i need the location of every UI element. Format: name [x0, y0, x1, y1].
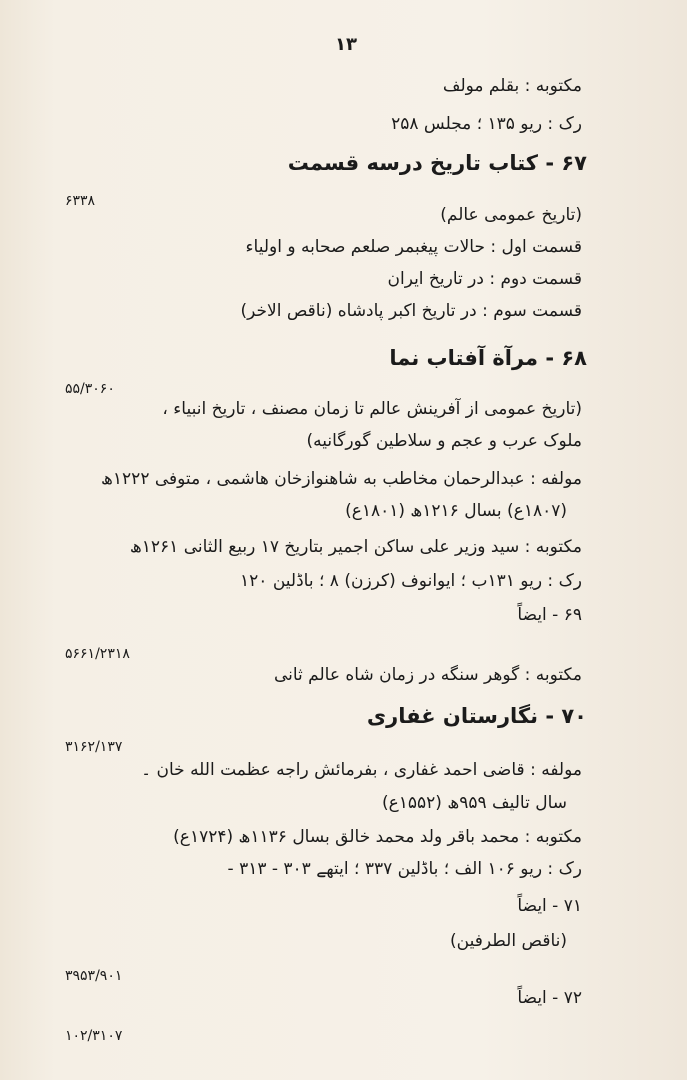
- entry-72-title: ۷۲ - ایضاً: [517, 988, 582, 1008]
- entry-67-title: ۶۷ - کتاب تاریخ درسه قسمت: [287, 151, 587, 175]
- entry-70-number: ۳۱۶۲/۱۳۷: [65, 739, 123, 755]
- entry-71-title: ۷۱ - ایضاً: [517, 896, 582, 916]
- entry-71-number: ۳۹۵۳/۹۰۱: [65, 968, 123, 984]
- entry-67-number: ۶۳۳۸: [65, 193, 96, 209]
- entry-68-number: ۵۵/۳۰۶۰: [65, 381, 115, 397]
- entry-72-number: ۱۰۲/۳۱۰۷: [65, 1028, 123, 1044]
- entry-71-line: (ناقص الطرفین): [450, 931, 567, 951]
- manuscript-line: مکتوبه : بقلم مولف: [442, 76, 582, 96]
- entry-70-line: مکتوبه : محمد باقر ولد محمد خالق بسال ۱۱۳۶ھ (۱۷۲۴ع): [173, 827, 582, 847]
- entry-67-line: قسمت اول : حالات پیغبمر صلعم صحابه و اولیاء: [245, 237, 582, 257]
- reference-line: رک : ریو ۱۳۵ ؛ مجلس ۲۵۸: [391, 114, 582, 134]
- entry-70-line: سال تالیف ۹۵۹ھ (۱۵۵۲ع): [381, 793, 567, 813]
- entry-69-number: ۵۶۶۱/۲۳۱۸: [65, 646, 130, 662]
- entry-67-line: قسمت دوم : در تاریخ ایران: [387, 269, 582, 289]
- entry-70-line: مولفه : قاضی احمد غفاری ، بفرمائش راجه عظمت الله خان ۔: [141, 760, 582, 780]
- entry-67-line: قسمت سوم : در تاریخ اکبر پادشاه (ناقص الاخر): [240, 301, 582, 321]
- entry-70-line: رک : ریو ۱۰۶ الف ؛ باڈلین ۳۳۷ ؛ ایتھے ۳۰۳ - ۳۱۳ -: [227, 859, 582, 879]
- entry-68-line: مولفه : عبدالرحمان مخاطب به شاهنوازخان هاشمی ، متوفی ۱۲۲۲ھ: [101, 469, 582, 489]
- entry-68-line: (تاریخ عمومی از آفرینش عالم تا زمان مصنف ، تاریخ انبیاء ،: [162, 399, 582, 419]
- entry-68-line: ملوک عرب و عجم و سلاطین گورگانیه): [306, 431, 582, 451]
- entry-67-line: (تاریخ عمومی عالم): [440, 205, 582, 225]
- page-number: ۱۳: [335, 34, 357, 55]
- entry-69-line: مکتوبه : گوهر سنگه در زمان شاه عالم ثانی: [273, 665, 582, 685]
- entry-68-title: ۶۸ - مرآة آفتاب نما: [389, 346, 587, 370]
- entry-68-line: رک : ریو ۱۳۱ب ؛ ایوانوف (کرزن) ۸ ؛ باڈلین ۱۲۰: [240, 571, 582, 591]
- entry-70-title: ۷۰ - نگارستان غفاری: [366, 704, 587, 728]
- entry-68-line: (۱۸۰۷ع) بسال ۱۲۱۶ھ (۱۸۰۱ع): [345, 501, 567, 521]
- entry-68-line: مکتوبه : سید وزیر علی ساکن اجمیر بتاریخ ۱۷ ربیع الثانی ۱۲۶۱ھ: [129, 537, 582, 557]
- entry-69-title: ۶۹ - ایضاً: [517, 605, 582, 625]
